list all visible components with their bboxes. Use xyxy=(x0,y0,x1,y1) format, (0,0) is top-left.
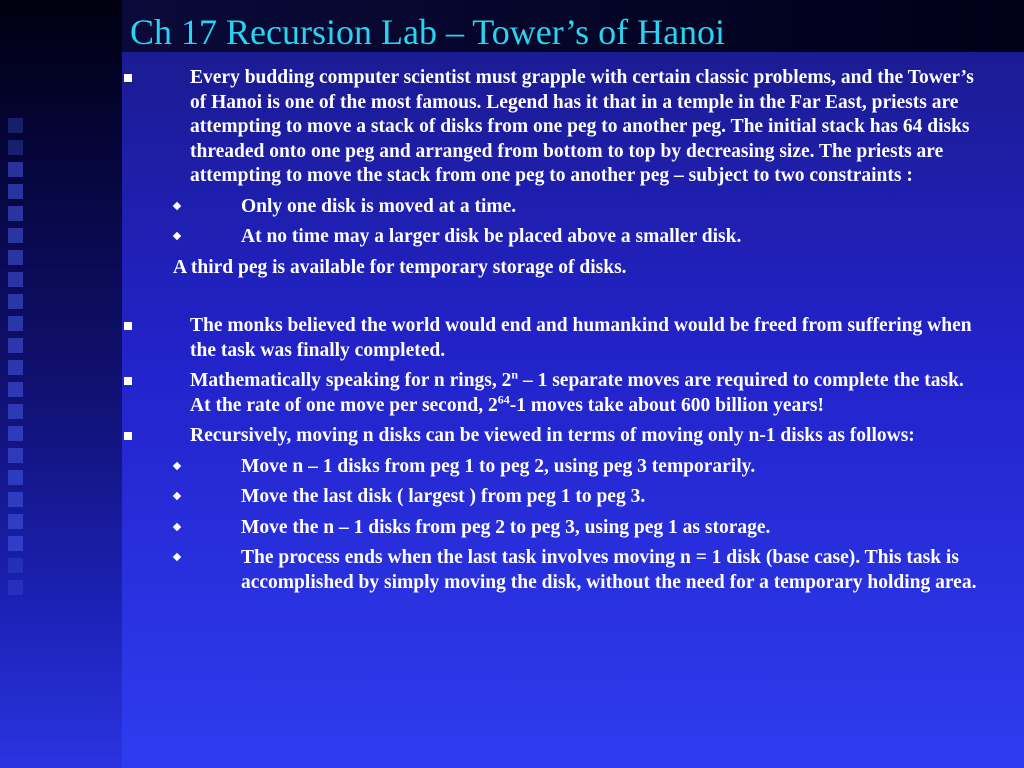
deco-square xyxy=(8,514,23,529)
sub-bullet-item xyxy=(118,546,988,595)
deco-square xyxy=(8,558,23,573)
deco-square xyxy=(8,316,23,331)
square-bullet-icon xyxy=(124,74,132,82)
bullet-text-part: – 1 separate moves are required to complete the task. At the rate of one move per second, 2 xyxy=(190,370,964,416)
deco-square xyxy=(8,294,23,309)
decorative-squares xyxy=(8,118,28,595)
sub-bullet-item xyxy=(118,455,988,480)
deco-square xyxy=(8,338,23,353)
bullet-text-part: -1 moves take about 600 billion years! xyxy=(509,394,824,416)
sub-bullet-text: At no time may a larger disk be placed above a smaller disk. xyxy=(241,226,742,247)
sub-bullet-text: Move n – 1 disks from peg 1 to peg 2, using peg 3 temporarily. xyxy=(241,455,756,477)
slide-title: Ch 17 Recursion Lab – Tower’s of Hanoi xyxy=(130,12,726,52)
deco-square xyxy=(8,492,23,507)
deco-square xyxy=(8,118,23,133)
sub-bullet-text: The process ends when the last task involves moving n = 1 disk (base case). This task is accomplished by simply moving the disk, without the need for a temporary holding area. xyxy=(241,547,977,593)
deco-square xyxy=(8,206,23,221)
bullet-text: The monks believed the world would end and humankind would be freed from suffering when the task was finally completed. xyxy=(190,315,972,361)
square-bullet-icon xyxy=(124,377,132,385)
deco-square xyxy=(8,228,23,243)
sub-bullet-item xyxy=(118,516,988,541)
decorative-left-strip xyxy=(0,0,122,768)
diamond-bullet-icon xyxy=(173,232,181,240)
bullet-text-part: Mathematically speaking for n rings, 2 xyxy=(190,370,512,391)
superscript: n xyxy=(511,367,519,382)
diamond-bullet-icon xyxy=(173,461,181,469)
deco-square xyxy=(8,404,23,419)
bullet-text: Recursively, moving n disks can be viewed in terms of moving only n-1 disks as follows: xyxy=(190,425,915,446)
deco-square xyxy=(8,382,23,397)
deco-square xyxy=(8,580,23,595)
sub-bullet-item xyxy=(118,485,988,510)
deco-square xyxy=(8,448,23,463)
superscript: 64 xyxy=(497,392,510,406)
diamond-bullet-icon xyxy=(173,522,181,530)
sub-bullet-text: Move the last disk ( largest ) from peg 1 to peg 3. xyxy=(241,486,646,507)
sub-bullet-item xyxy=(118,195,988,220)
square-bullet-icon xyxy=(124,432,132,440)
deco-square xyxy=(8,360,23,375)
slide-content xyxy=(118,66,988,595)
bullet-item xyxy=(118,66,988,189)
bullet-item xyxy=(118,424,988,449)
sub-bullet-text: Only one disk is moved at a time. xyxy=(241,195,517,217)
bullet-item xyxy=(118,314,988,363)
deco-square xyxy=(8,184,23,199)
deco-square xyxy=(8,272,23,287)
sub-bullet-text: Move the n – 1 disks from peg 2 to peg 3, using peg 1 as storage. xyxy=(241,516,771,538)
deco-square xyxy=(8,140,23,155)
diamond-bullet-icon xyxy=(173,492,181,500)
deco-square xyxy=(8,536,23,551)
bullet-item xyxy=(118,369,988,418)
diamond-bullet-icon xyxy=(173,201,181,209)
deco-square xyxy=(8,426,23,441)
square-bullet-icon xyxy=(124,322,132,330)
diamond-bullet-icon xyxy=(173,553,181,561)
deco-square xyxy=(8,470,23,485)
bullet-note: A third peg is available for temporary storage of disks. xyxy=(173,256,627,278)
bullet-text: Every budding computer scientist must grapple with certain classic problems, and the Tower’s of Hanoi is one of the most famous. Legend has it that in a temple in the Far East, priests are attempting to move a stack of disks from one peg to another peg. The initial stack has 64 disks threaded onto one peg and arranged from bottom to top by decreasing size. The priests are attempting to move the stack from one peg to another peg – subject to two constraints : xyxy=(190,67,974,186)
sub-bullet-item xyxy=(118,225,988,250)
deco-square xyxy=(8,250,23,265)
deco-square xyxy=(8,162,23,177)
